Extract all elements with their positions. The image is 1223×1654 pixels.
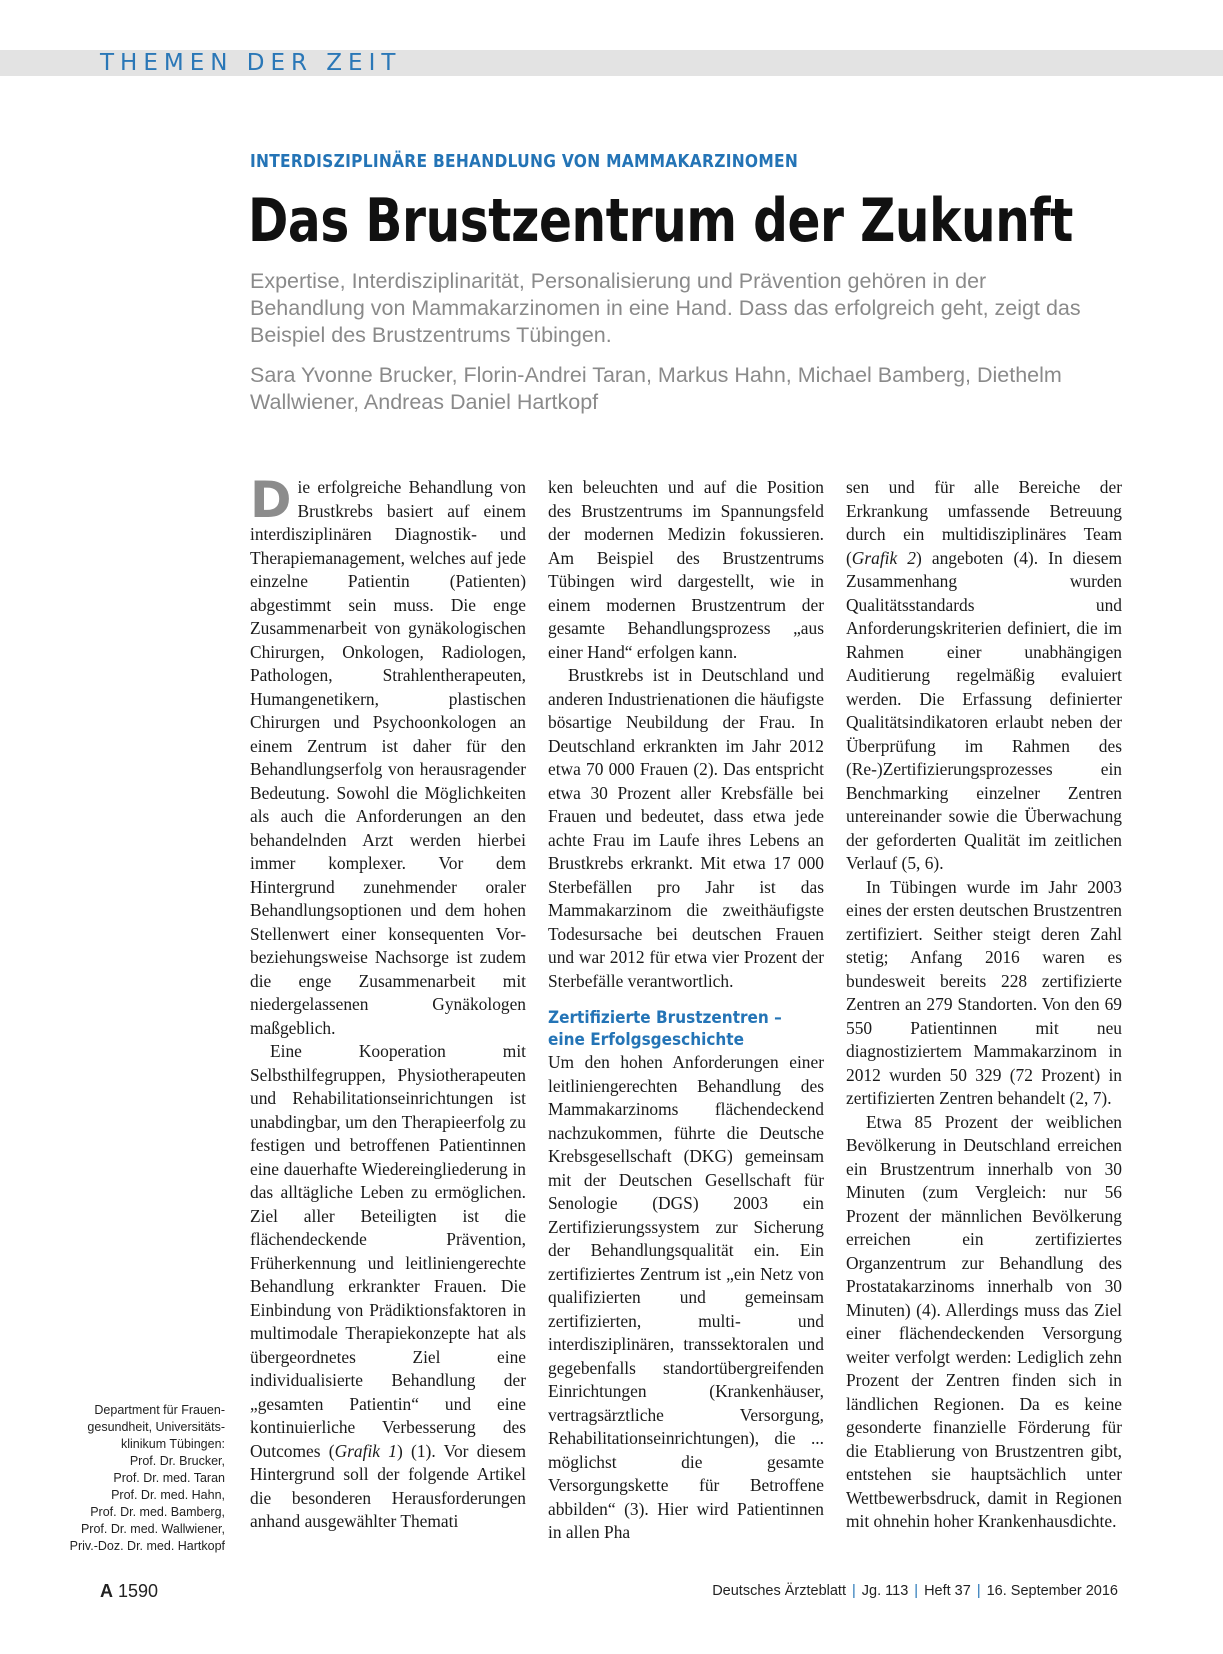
body-paragraph-4-continued — [846, 476, 1122, 876]
separator: | — [852, 1583, 856, 1599]
paragraph-text: ie erfolgreiche Behandlung von Brustkrebs basiert auf einem interdisziplinären Diagnostik- und Therapiemanagement, welches auf jede einzelne Patientin (Patienten) abgestimmt sein muss. Die enge Zusammenarbeit von gynäkologischen Chirurgen, Onkologen, Radiologen, Pathologen, Strahlentherapeuten, Humangenetikern, plastischen Chirurgen und Psychoonkologen an einem Zentrum ist daher für den Behandlungserfolg von herausragender Bedeutung. Sowohl die Möglichkeiten als auch die Anforderungen an den behandelnden Arzt werden hierbei immer komplexer. Vor dem Hintergrund zunehmender oraler Behandlungsoptionen und dem hohen Stellenwert einer konsequenten Vor- beziehungsweise Nachsorge ist zudem die enge Zusammenarbeit mit niedergelassenen Gynäkologen maßgeblich. — [250, 477, 526, 1038]
affiliation-line: klinikum Tübingen: — [121, 1437, 225, 1451]
separator: | — [914, 1583, 919, 1599]
body-paragraph-1 — [250, 476, 526, 1040]
article-authors: Sara Yvonne Brucker, Florin-Andrei Taran, Markus Hahn, Michael Bamberg, Diethelm Wallwiener, Andreas Daniel Hartkopf — [250, 363, 1062, 414]
figure-reference: Grafik 1 — [334, 1440, 397, 1461]
text-column-1 — [250, 476, 526, 1566]
article-kicker: INTERDISZIPLINÄRE BEHANDLUNG VON MAMMAKARZINOMEN — [250, 151, 799, 172]
page-number — [100, 1581, 158, 1602]
body-paragraph-6: Etwa 85 Prozent der weiblichen Bevölkerung in Deutschland erreichen ein Brustzentrum innerhalb von 30 Minuten (zum Vergleich: nur 56 Prozent der männlichen Bevölkerung erreichen ein zertifiziertes Organzentrum zur Behandlung des Prostatakarzinoms innerhalb von 30 Minuten) (4). Allerdings muss das Ziel einer flächendeckenden Versorgung weiter verfolgt werden: Lediglich zehn Prozent der Zentren finden sich in ländlichen Regionen. Da es keine gesonderte finanzielle Förderung für die Etablierung von Brustzentren gibt, entstehen sie hauptsächlich unter Wettbewerbsdruck, damit in Regionen mit ohnehin hoher Krankenhausdichte. — [846, 1111, 1122, 1531]
body-paragraph-2 — [250, 1040, 526, 1534]
article-lead: Expertise, Interdisziplinarität, Personalisierung und Prävention gehören in der Behandlung von Mammakarzinomen in eine Hand. Dass das erfolgreich geht, zeigt das Beispiel des Brustzentrums Tübingen. — [250, 269, 1081, 347]
paragraph-text: sen und für alle Bereiche der Erkrankung umfassende Betreuung durch ein multidisziplinäres Team ( — [846, 477, 1122, 568]
paragraph-text: Eine Kooperation mit Selbsthilfegruppen, Physiotherapeuten und Rehabilitationseinrichtungen ist unabdingbar, um den Therapieerfolg zu festigen und betroffenen Patientinnen eine dauerhafte Wiedereingliederung in das alltägliche Leben zu ermöglichen. Ziel aller Beteiligten ist die flächendeckende Prävention, Früherkennung und leitliniengerechte Behandlung erkrankter Frauen. Die Einbindung von Prädiktionsfaktoren in multimodale Therapiekonzepte hat als übergeordnetes Ziel eine individualisierte Behandlung der „gesamten Patientin“ und eine kontinuierliche Verbesserung des Outcomes ( — [250, 1041, 526, 1461]
text-column-3 — [846, 476, 1122, 1566]
affiliation-line: gesundheit, Universitäts- — [87, 1420, 225, 1434]
body-paragraph-5: In Tübingen wurde im Jahr 2003 eines der ersten deutschen Brustzentren zertifiziert. Seither steigt deren Zahl stetig; Anfang 2016 waren es bundesweit bereits 228 zertifizierte Zentren an 279 Standorten. Von den 69 550 Patientinnen mit neu diagnostiziertem Mammakarzinom in 2012 wurden 50 329 (72 Prozent) in zertifizierten Zentren behandelt (2, 7). — [846, 876, 1122, 1108]
drop-cap: D — [250, 476, 292, 529]
affiliation-line: Prof. Dr. med. Hahn, — [111, 1488, 225, 1502]
page-number-value: 1590 — [118, 1581, 159, 1601]
section-subheading: Zertifizierte Brustzentren – eine Erfolgsgeschichte — [548, 1008, 782, 1050]
figure-reference: Grafik 2 — [851, 547, 916, 568]
journal-footer — [712, 1583, 1118, 1599]
journal-issue: Heft 37 — [924, 1583, 971, 1599]
separator: | — [976, 1583, 981, 1599]
article-title: Das Brustzentrum der Zukunft — [248, 186, 1073, 256]
page-prefix: A — [100, 1581, 113, 1601]
author-affiliation — [55, 1402, 225, 1555]
paragraph-text: ) (1). Vor diesem Hintergrund soll der folgende Artikel die besonderen Herausforderungen anhand ausgewählter Themati — [250, 1440, 526, 1531]
affiliation-line: Prof. Dr. med. Taran — [113, 1471, 225, 1485]
paragraph-text: ) angeboten (4). In diesem Zusammenhang wurden Qualitätsstandards und Anforderungskriterien definiert, die im Rahmen einer unabhängigen Auditierung regelmäßig evaluiert werden. Die Erfassung definierter Qualitätsindikatoren erlaubt neben der Überprüfung im Rahmen des (Re-)Zertifizierungsprozesses ein Benchmarking einzelner Zentren untereinander sowie die Überwachung der geforderten Qualität im zeitlichen Verlauf (5, 6). — [846, 547, 1122, 873]
journal-name: Deutsches Ärzteblatt — [712, 1583, 846, 1599]
affiliation-line: Department für Frauen- — [94, 1403, 225, 1417]
affiliation-line: Priv.-Doz. Dr. med. Hartkopf — [69, 1539, 225, 1553]
issue-date: 16. September 2016 — [986, 1583, 1118, 1599]
affiliation-line: Prof. Dr. med. Wallwiener, — [80, 1522, 225, 1536]
affiliation-line: Prof. Dr. Brucker, — [129, 1454, 225, 1468]
text-column-2 — [548, 476, 824, 1566]
body-paragraph-2-continued: ken beleuchten und auf die Position des Brustzentrums im Spannungsfeld der modernen Medizin fokussieren. Am Beispiel des Brustzentrums Tübingen wird dargestellt, wie in einem modernen Brustzentrum der gesamte Behandlungsprozess „aus einer Hand“ erfolgen kann. — [548, 477, 824, 662]
journal-volume: Jg. 113 — [861, 1583, 909, 1599]
body-paragraph-3: Brustkrebs ist in Deutschland und anderen Industrienationen die häufigste bösartige Neubildung der Frau. In Deutschland erkrankten im Jahr 2012 etwa 70 000 Frauen (2). Das entspricht etwa 30 Prozent aller Krebsfälle bei Frauen und bedeutet, dass etwa jede achte Frau im Laufe ihres Lebens an Brustkrebs erkrankt. Mit etwa 17 000 Sterbefällen pro Jahr ist das Mammakarzinom die zweithäufigste Todesursache bei deutschen Frauen und war 2012 für etwa vier Prozent der Sterbefälle verantwortlich. — [548, 665, 824, 991]
body-paragraph-4: Um den hohen Anforderungen einer leitliniengerechten Behandlung des Mammakarzinoms flächendeckend nachzukommen, führte die Deutsche Krebsgesellschaft (DKG) gemeinsam mit der Deutschen Gesellschaft für Senologie (DGS) 2003 ein Zertifizierungssystem zur Sicherung der Behandlungsqualität ein. Ein zertifiziertes Zentrum ist „ein Netz von qualifizierten und gemeinsam zertifizierten, multi- und interdisziplinären, transsektoralen und gegebenfalls standortübergreifenden Einrichtungen (Krankenhäuser, vertragsärztliche Versorgung, Rehabilitationseinrichtungen), die ... möglichst die gesamte Versorgungskette für Betroffene abbilden“ (3). Hier wird Patientinnen in allen Pha — [548, 1052, 824, 1542]
affiliation-line: Prof. Dr. med. Bamberg, — [90, 1505, 225, 1519]
section-label: THEMEN DER ZEIT — [100, 50, 402, 76]
